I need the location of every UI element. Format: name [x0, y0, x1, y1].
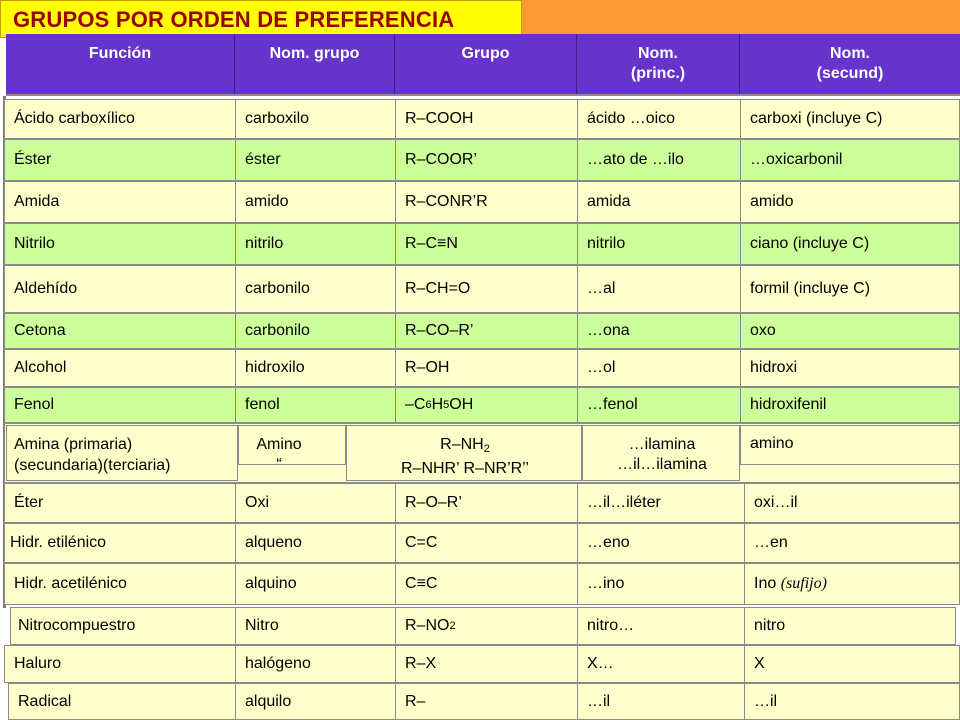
secund-note: (sufijo)	[780, 575, 827, 592]
subscript: 5	[443, 399, 450, 411]
cell-nom-princ: amida	[578, 182, 741, 222]
cell-nom-princ: …al	[578, 266, 741, 312]
cell-nom-secund	[740, 425, 960, 465]
cell-grupo: R–CH=O	[396, 266, 578, 312]
header-nom-princ-line1: Nom.	[638, 45, 678, 62]
header-nom-grupo	[235, 34, 395, 94]
cell-nom-princ: …ino	[578, 564, 745, 604]
header-nom-secund-line2: (secund)	[816, 65, 884, 82]
cell-grupo: R–COOH	[396, 100, 578, 138]
cell-nom-princ: nitrilo	[578, 224, 741, 264]
cell-nom-secund: …en	[754, 534, 788, 551]
cell-funcion: Hidr. etilénico	[5, 524, 236, 562]
grupo-part: R–C	[405, 235, 438, 252]
table-row-acetilenico	[4, 563, 960, 605]
header-grupo	[395, 34, 577, 94]
cell-funcion: Ácido carboxílico	[5, 100, 236, 138]
cell-grupo	[396, 564, 578, 604]
cell-nom-princ: X…	[578, 646, 745, 682]
cell-nom-princ: …ol	[578, 350, 741, 386]
cell-nom-secund: formil (incluye C)	[750, 280, 871, 297]
grupo-part: R–NO	[405, 617, 450, 634]
cell-funcion: Éter	[5, 484, 236, 522]
cell-nom-princ: …eno	[578, 524, 745, 562]
cell-nom-secund: …il	[754, 692, 778, 710]
amina-secund: amino	[750, 435, 794, 452]
cell-nom-grupo: éster	[236, 140, 396, 180]
cell-nom-grupo: Oxi	[236, 484, 396, 522]
header-nom-grupo-label: Nom. grupo	[269, 45, 360, 62]
cell-grupo	[396, 224, 578, 264]
subscript: 6	[425, 399, 432, 411]
cell-grupo: R–X	[396, 646, 578, 682]
grupo-part: –C	[405, 396, 426, 413]
amina-nom-grupo-line2: “	[276, 456, 282, 473]
header-nom-princ	[577, 34, 740, 94]
cell-grupo	[396, 388, 578, 422]
table-row-fenol	[4, 387, 960, 423]
amina-nom-grupo-line1: Amino	[256, 436, 302, 453]
cell-funcion: Radical	[9, 684, 236, 719]
amina-funcion-line2: (secundaria)(terciaria)	[14, 457, 171, 474]
table-row-eter	[4, 483, 960, 523]
cell-funcion: Cetona	[5, 314, 236, 348]
cell-nom-secund: amido	[750, 193, 794, 210]
cell-funcion: Haluro	[5, 646, 236, 682]
grupo-part: H	[431, 396, 444, 413]
cell-grupo: R–O–R’	[396, 484, 578, 522]
cell-funcion: Nitrilo	[5, 224, 236, 264]
cell-nom-grupo: carbonilo	[236, 314, 396, 348]
cell-nom-secund: oxi…il	[754, 494, 798, 511]
cell-funcion: Alcohol	[5, 350, 236, 386]
title-box	[0, 0, 522, 38]
table-row-aldehido	[4, 265, 960, 313]
cell-grupo: R–OH	[396, 350, 578, 386]
cell-nom-grupo: carboxilo	[236, 100, 396, 138]
table-row-alcohol	[4, 349, 960, 387]
cell-grupo	[346, 425, 582, 481]
cell-nom-grupo: hidroxilo	[236, 350, 396, 386]
table-row-etilenico	[4, 523, 960, 563]
cell-grupo: C=C	[396, 524, 578, 562]
amina-princ-line2: …il…ilamina	[617, 456, 707, 473]
cell-funcion: Aldehído	[5, 266, 236, 312]
cell-grupo	[396, 608, 578, 644]
cell-nom-grupo: alquino	[236, 564, 396, 604]
table-row-nitro	[10, 607, 956, 645]
amina-princ-line1: …ilamina	[628, 436, 696, 453]
grupo-part: OH	[449, 396, 474, 413]
cell-funcion: Nitrocompuestro	[11, 608, 236, 644]
cell-funcion: Fenol	[5, 388, 236, 422]
cell-nom-grupo: alquilo	[236, 684, 396, 719]
cell-nom-secund: …oxicarbonil	[750, 151, 843, 168]
cell-funcion: Hidr. acetilénico	[5, 564, 236, 604]
cell-nom-secund: oxo	[750, 322, 776, 339]
triple-bond-symbol: ≡	[416, 575, 426, 592]
cell-nom-grupo: fenol	[236, 388, 396, 422]
cell-nom-princ: …ato de …ilo	[578, 140, 741, 180]
grupo-part: C	[425, 575, 438, 592]
table-header	[6, 34, 960, 96]
cell-nom-grupo: amido	[236, 182, 396, 222]
amina-grupo-line2: R–NHR’ R–NR’R’’	[400, 460, 529, 477]
cell-nom-grupo: Nitro	[236, 608, 396, 644]
cell-nom-princ: …fenol	[578, 388, 741, 422]
cell-nom-grupo: alqueno	[236, 524, 396, 562]
cell-grupo: R–	[396, 684, 578, 719]
cell-nom-princ: nitro…	[578, 608, 745, 644]
cell-funcion	[6, 425, 238, 481]
cell-grupo: R–COOR’	[396, 140, 578, 180]
slide-title: GRUPOS POR ORDEN DE PREFERENCIA	[13, 7, 455, 32]
cell-nom-princ: …il	[578, 684, 745, 719]
grupo-part: R–NH	[440, 436, 484, 453]
header-funcion-label: Función	[88, 45, 152, 62]
cell-funcion: Amida	[5, 182, 236, 222]
grupo-part: N	[446, 235, 458, 252]
header-grupo-label: Grupo	[461, 45, 510, 62]
cell-nom-princ: …ona	[578, 314, 741, 348]
header-nom-princ-line2: (princ.)	[630, 65, 686, 82]
table-row-nitrilo	[4, 223, 960, 265]
cell-nom-secund: ciano (incluye C)	[750, 235, 870, 252]
cell-nom-grupo: nitrilo	[236, 224, 396, 264]
cell-nom-grupo: carbonilo	[236, 266, 396, 312]
cell-nom-secund: carboxi (incluye C)	[750, 110, 883, 127]
cell-nom-princ	[582, 425, 740, 481]
table-row-radical	[8, 683, 960, 720]
cell-nom-secund: hidroxi	[750, 359, 798, 376]
cell-nom-princ: ácido …oico	[578, 100, 741, 138]
subscript: 2	[449, 620, 456, 632]
secund-main: Ino	[754, 575, 777, 592]
cell-grupo: R–CONR’R	[396, 182, 578, 222]
cell-nom-secund: X	[754, 655, 765, 672]
table-row-cetona	[4, 313, 960, 349]
cell-nom-secund	[745, 564, 959, 604]
grupo-part: C	[405, 575, 417, 592]
table-row-ester	[4, 139, 960, 181]
cell-grupo: R–CO–R’	[396, 314, 578, 348]
header-funcion	[6, 34, 235, 94]
header-nom-secund	[740, 34, 960, 94]
amina-funcion-line1: Amina (primaria)	[14, 436, 133, 453]
triple-bond-symbol: ≡	[437, 235, 447, 252]
cell-nom-princ: …il…iléter	[578, 484, 745, 522]
cell-nom-grupo: halógeno	[236, 646, 396, 682]
table-row-haluro	[4, 645, 960, 683]
table-row-acido	[4, 99, 960, 139]
header-nom-secund-line1: Nom.	[830, 45, 870, 62]
cell-nom-secund: hidroxifenil	[750, 396, 827, 413]
cell-funcion: Éster	[5, 140, 236, 180]
cell-nom-grupo	[238, 425, 346, 473]
subscript: 2	[483, 443, 490, 455]
cell-nom-secund: nitro	[754, 617, 786, 634]
table-row-amida	[4, 181, 960, 223]
